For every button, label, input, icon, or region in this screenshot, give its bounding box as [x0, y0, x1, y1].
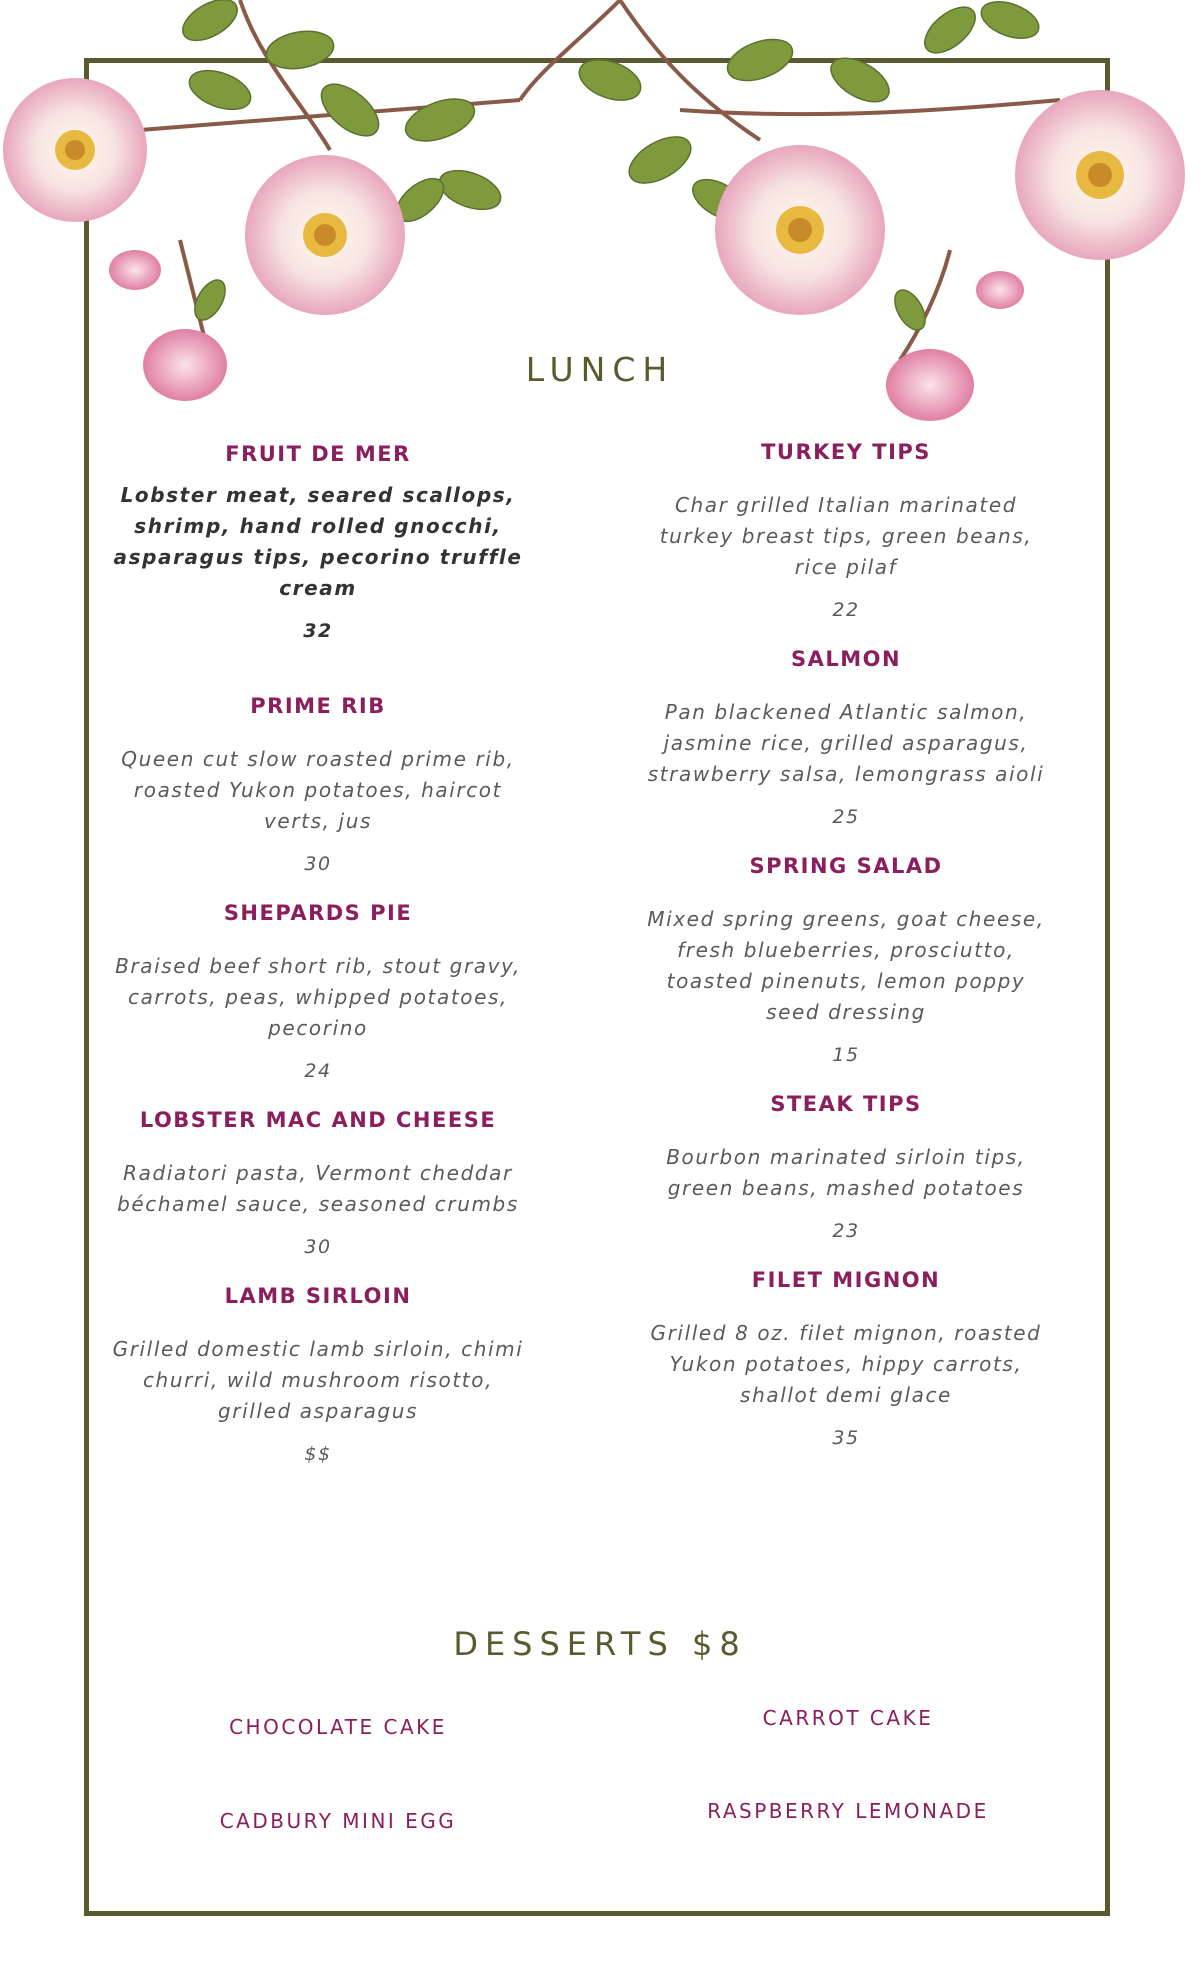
item-price: 24 [304, 1060, 332, 1082]
item-price: 15 [832, 1044, 860, 1066]
lunch-column-right [636, 440, 1056, 1475]
item-description: Radiatori pasta, Vermont cheddar béchamel sauce, seasoned crumbs [117, 1161, 519, 1216]
item-description: Bourbon marinated sirloin tips, green beans, mashed potatoes [666, 1145, 1026, 1200]
item-name: LAMB SIRLOIN [224, 1284, 412, 1308]
item-price: $$ [304, 1443, 332, 1465]
item-name: STEAK TIPS [770, 1092, 922, 1116]
menu-item [108, 1284, 528, 1467]
menu-item [636, 440, 1056, 623]
item-name: FILET MIGNON [751, 1268, 941, 1292]
item-price: 23 [832, 1220, 860, 1242]
item-description: Char grilled Italian marinated turkey breast tips, green beans, rice pilaf [659, 493, 1033, 579]
item-name: PRIME RIB [250, 694, 386, 718]
item-description: Queen cut slow roasted prime rib, roasted Yukon potatoes, haircot verts, jus [121, 747, 515, 833]
item-price: 30 [304, 1236, 332, 1258]
item-price: 30 [304, 853, 332, 875]
item-name: SALMON [790, 647, 902, 671]
item-description: Mixed spring greens, goat cheese, fresh blueberries, prosciutto, toasted pinenuts, lemon poppy seed dressing [647, 907, 1045, 1024]
item-description: Grilled 8 oz. filet mignon, roasted Yukon potatoes, hippy carrots, shallot demi glace [650, 1321, 1042, 1407]
dessert-item: CARROT CAKE [762, 1706, 934, 1730]
item-description: Pan blackened Atlantic salmon, jasmine rice, grilled asparagus, strawberry salsa, lemongrass aioli [647, 700, 1045, 786]
menu-item [108, 901, 528, 1084]
item-price: 22 [832, 599, 860, 621]
item-description: Braised beef short rib, stout gravy, carrots, peas, whipped potatoes, pecorino [115, 954, 521, 1040]
desserts-title: DESSERTS $8 [453, 1625, 747, 1663]
item-name: SHEPARDS PIE [223, 901, 413, 925]
item-price: 25 [832, 806, 860, 828]
menu-item [108, 442, 528, 644]
menu-item [108, 1108, 528, 1260]
lunch-column-left [108, 442, 528, 1491]
item-price: 35 [832, 1427, 860, 1449]
item-description: Grilled domestic lamb sirloin, chimi churri, wild mushroom risotto, grilled asparagus [112, 1337, 524, 1423]
lunch-title: LUNCH [525, 350, 675, 389]
item-name: FRUIT DE MER [225, 442, 411, 466]
item-name: LOBSTER MAC AND CHEESE [139, 1108, 497, 1132]
item-name: SPRING SALAD [749, 854, 943, 878]
menu-item [636, 1092, 1056, 1244]
menu-item [636, 1268, 1056, 1451]
dessert-item: CADBURY MINI EGG [219, 1809, 457, 1833]
dessert-item: CHOCOLATE CAKE [229, 1715, 447, 1739]
menu-item [636, 854, 1056, 1068]
dessert-item: RASPBERRY LEMONADE [707, 1799, 989, 1823]
item-description: Lobster meat, seared scallops, shrimp, hand rolled gnocchi, asparagus tips, pecorino truffle cream [113, 483, 523, 600]
item-name: TURKEY TIPS [761, 440, 931, 464]
menu-item [108, 694, 528, 877]
menu-item [636, 647, 1056, 830]
item-price: 32 [303, 620, 333, 642]
